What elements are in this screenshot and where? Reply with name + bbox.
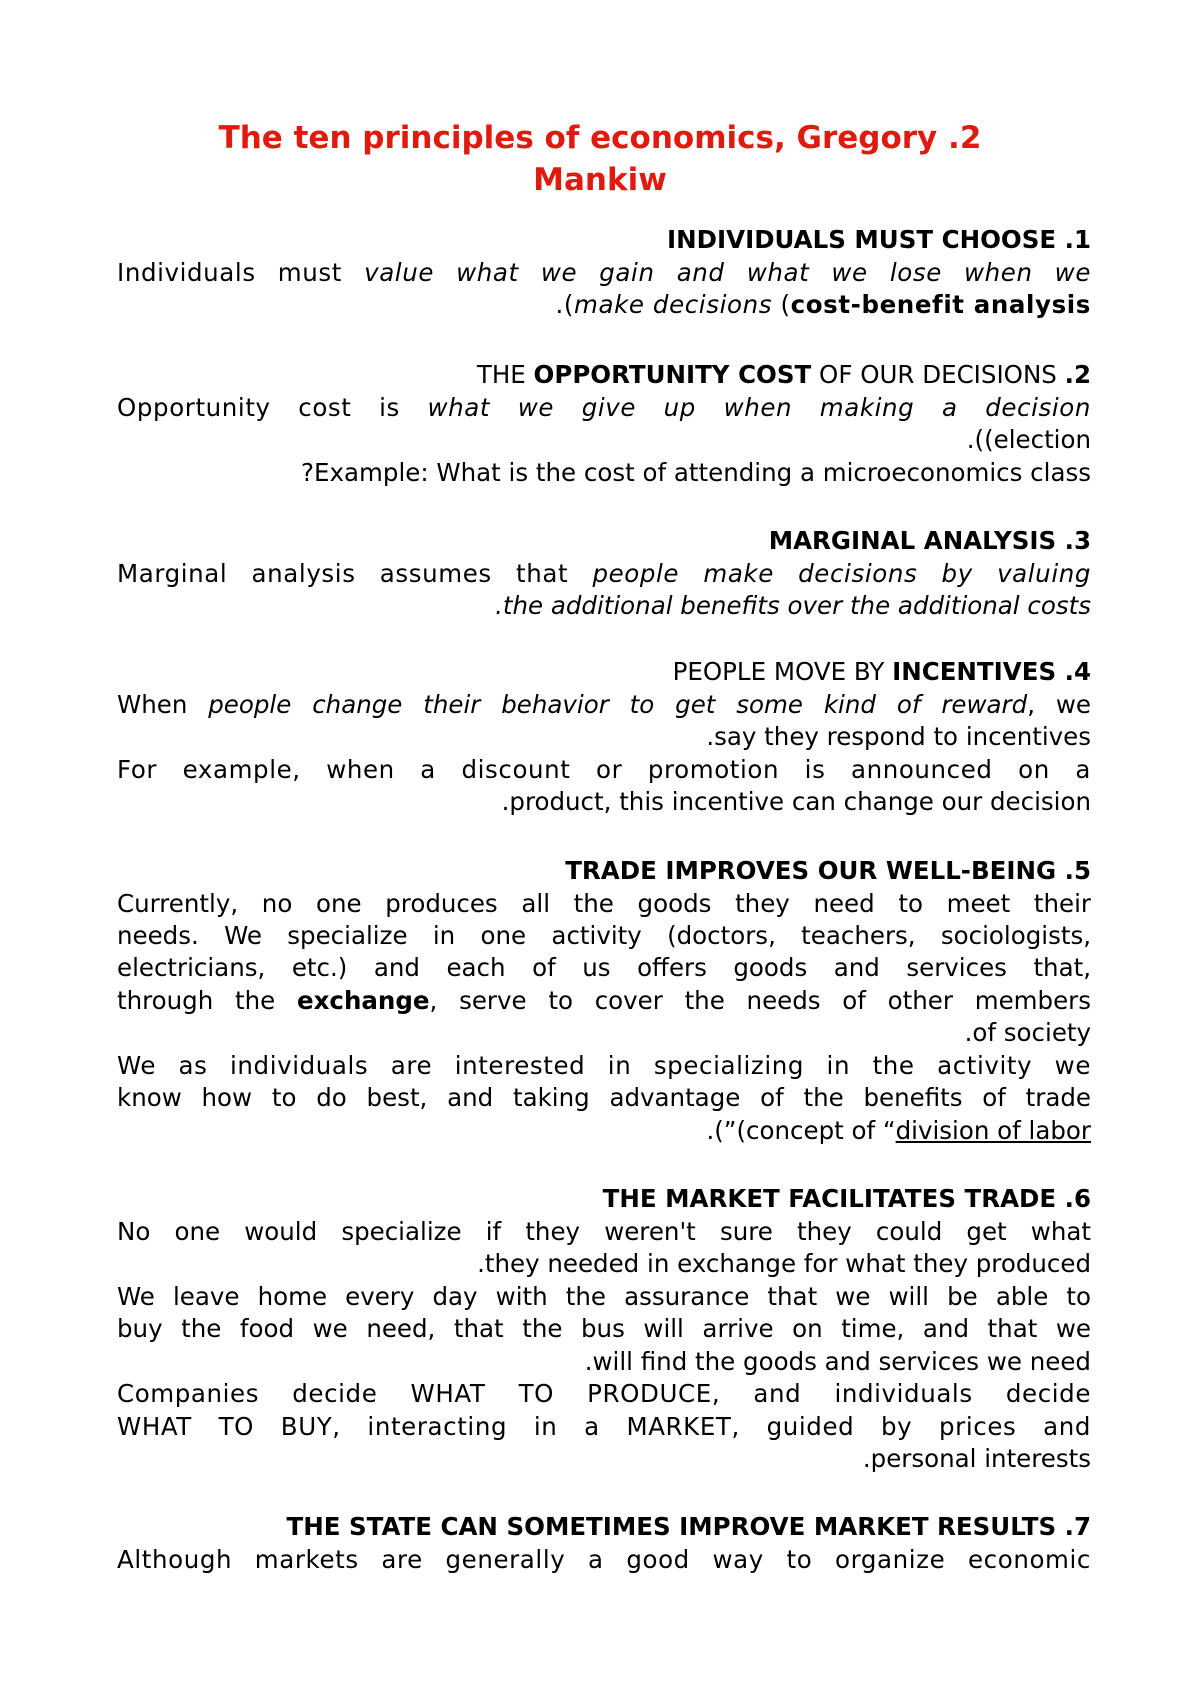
principle-5-line-4 xyxy=(117,985,1091,1017)
principle-6-line-1: No one would specialize if they weren't sure they could get what xyxy=(117,1217,1091,1246)
principle-2-heading-a: THE xyxy=(476,360,534,389)
principle-3-line-1-text: Marginal analysis assumes that xyxy=(117,559,593,588)
principle-3-line-1 xyxy=(117,558,1091,590)
principle-5-heading: TRADE IMPROVES OUR WELL-BEING .5 xyxy=(565,856,1091,885)
principle-5-line-4-c: , serve to cover the needs of other members xyxy=(429,986,1091,1015)
principle-1-line-2-italic: make decisions xyxy=(573,290,773,319)
principle-1-heading: INDIVIDUALS MUST CHOOSE .1 xyxy=(667,225,1091,254)
principle-7-heading: THE STATE CAN SOMETIMES IMPROVE MARKET RESULTS .7 xyxy=(286,1512,1091,1541)
principle-1-line-1 xyxy=(117,257,1091,289)
principle-6-line-5: .will find the goods and services we need xyxy=(584,1347,1091,1376)
principle-2-heading-d: .2 xyxy=(1064,360,1091,389)
principle-6-line-4: buy the food we need, that the bus will arrive on time, and that we xyxy=(117,1314,1091,1343)
principle-4-heading-a: PEOPLE MOVE BY xyxy=(672,657,893,686)
principle-7-line-1: Although markets are generally a good way to organize economic xyxy=(117,1545,1091,1574)
principle-4-line-3: For example, when a discount or promotion is announced on a xyxy=(117,755,1091,784)
principle-5-line-4-a: through the xyxy=(117,986,298,1015)
principle-5-line-7: know how to do best, and taking advantage of the benefits of trade xyxy=(117,1083,1091,1112)
principle-2-heading-b: OPPORTUNITY COST xyxy=(533,360,812,389)
principle-1-line-2 xyxy=(117,289,1091,321)
principle-4-heading-b: INCENTIVES .4 xyxy=(892,657,1091,686)
principle-2-line-2: .((election xyxy=(966,425,1091,454)
principle-4-line-4: .product, this incentive can change our decision xyxy=(501,787,1091,816)
principle-4-heading xyxy=(117,656,1091,688)
principle-6-line-2: .they needed in exchange for what they produced xyxy=(477,1249,1091,1278)
principle-5-line-6: We as individuals are interested in specializing in the activity we xyxy=(117,1051,1091,1080)
principle-4-line-2: .say they respond to incentives xyxy=(706,722,1091,751)
principle-2-line-3: ?Example: What is the cost of attending a microeconomics class xyxy=(301,458,1091,487)
principle-1-line-2-bold: cost-benefit analysis xyxy=(790,290,1091,319)
principle-3-line-2-italic: .the additional benefits over the additional costs xyxy=(495,591,1091,620)
principle-1-line-1-italic: value what we gain and what we lose when we xyxy=(364,258,1091,287)
principle-4-line-1-c: , we xyxy=(1027,690,1091,719)
principle-6-line-7: WHAT TO BUY, interacting in a MARKET, guided by prices and xyxy=(117,1412,1091,1441)
principle-5-line-8-underlined: division of labor xyxy=(895,1116,1091,1145)
document-title-line-1: The ten principles of economics, Gregory .2 xyxy=(218,120,982,156)
principle-5-line-8 xyxy=(117,1115,1091,1147)
principle-4-line-1-italic: people change their behavior to get some kind of reward xyxy=(208,690,1028,719)
principle-5-line-5: .of society xyxy=(964,1018,1091,1047)
principle-3-line-1-italic: people make decisions by valuing xyxy=(592,559,1091,588)
principle-1-line-2-paren: ( xyxy=(772,290,791,319)
principle-5-line-2: needs. We specialize in one activity (doctors, teachers, sociologists, xyxy=(117,921,1091,950)
principle-4-line-1 xyxy=(117,689,1091,721)
principle-2-line-1-italic: what we give up when making a decision xyxy=(427,393,1091,422)
principle-3-heading: MARGINAL ANALYSIS .3 xyxy=(768,526,1091,555)
principle-6-heading: THE MARKET FACILITATES TRADE .6 xyxy=(602,1184,1091,1213)
principle-1-line-2-prefix: .( xyxy=(555,290,574,319)
principle-1-line-1-text: Individuals must xyxy=(117,258,365,287)
principle-5-line-1: Currently, no one produces all the goods they need to meet their xyxy=(117,889,1091,918)
principle-2-heading-c: OF OUR DECISIONS xyxy=(811,360,1065,389)
principle-3-line-2 xyxy=(117,590,1091,622)
principle-2-line-1-text: Opportunity cost is xyxy=(117,393,428,422)
principle-2-line-1 xyxy=(117,392,1091,424)
principle-5-line-4-bold: exchange xyxy=(297,986,430,1015)
document-title-line-2: Mankiw xyxy=(533,162,667,198)
principle-6-line-8: .personal interests xyxy=(862,1444,1091,1473)
principle-4-line-1-a: When xyxy=(117,690,209,719)
principle-2-heading xyxy=(117,359,1091,391)
principle-6-line-6: Companies decide WHAT TO PRODUCE, and individuals decide xyxy=(117,1379,1091,1408)
principle-5-line-8-a: .(”(concept of “ xyxy=(706,1116,896,1145)
principle-6-line-3: We leave home every day with the assurance that we will be able to xyxy=(117,1282,1091,1311)
principle-5-line-3: electricians, etc.) and each of us offers goods and services that, xyxy=(117,953,1091,982)
